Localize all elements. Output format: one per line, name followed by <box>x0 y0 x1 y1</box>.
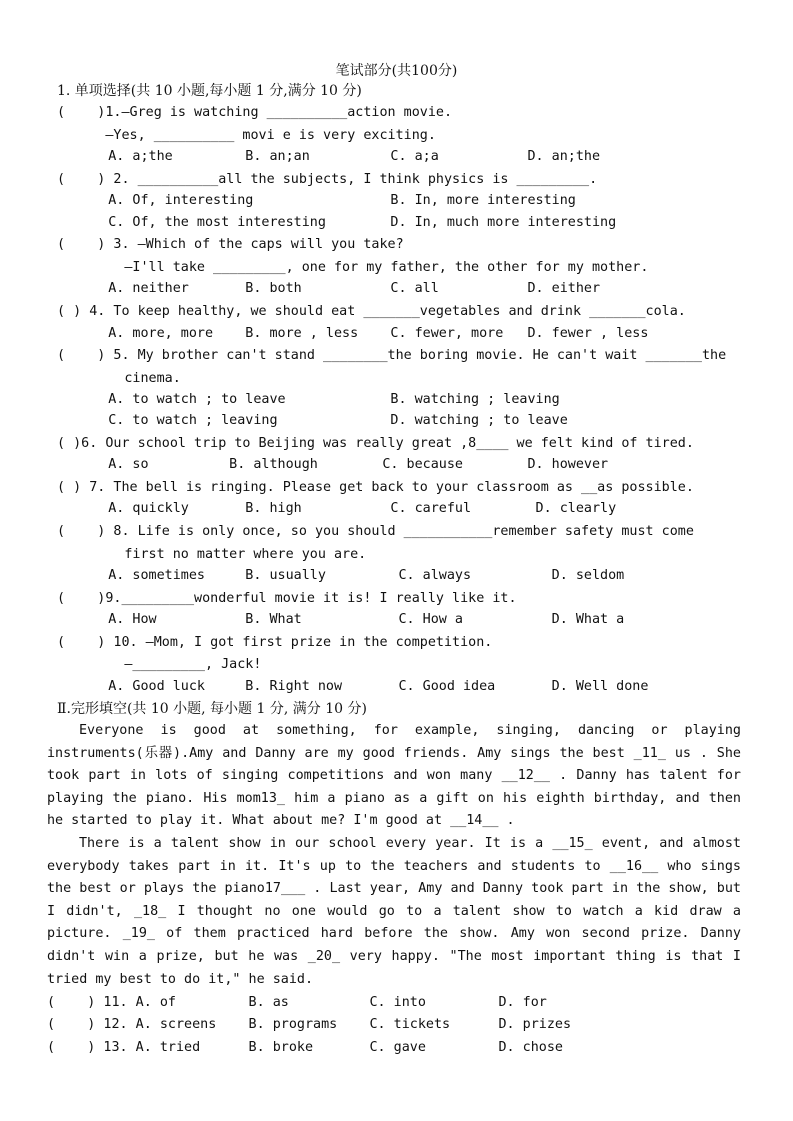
section1-heading: 1. 单项选择(共 10 小题,每小题 1 分,满分 10 分) <box>57 83 362 99</box>
passage-paragraph: Everyone is good at something, for example, singing, dancing or playing instruments(乐器).Amy and Danny are my good friends. Amy sings the best _11_ us . She took part in lots of singing competitions and won many __12__ . Danny has talent for playing the piano. His mom13_ him a piano as a gift on his eighth birthday, and then he started to play it. What about me? I'm good at __14__ . <box>47 723 741 829</box>
options-line: A. to watch ; to leave B. watching ; leaving <box>76 392 560 407</box>
question-line: ( )9._________wonderful movie it is! I really like it. <box>57 591 517 606</box>
section2-heading: Ⅱ.完形填空(共 10 小题, 每小题 1 分, 满分 10 分) <box>57 701 367 717</box>
options-line: A. How B. What C. How a D. What a <box>76 612 625 627</box>
options-line: A. Good luck B. Right now C. Good idea D. Well done <box>76 679 649 694</box>
cloze-options-line: ( ) 13. A. tried B. broke C. gave D. chose <box>47 1040 563 1055</box>
options-line: A. Of, interesting B. In, more interesting <box>76 193 576 208</box>
passage-paragraph: There is a talent show in our school every year. It is a __15_ event, and almost everybody takes part in it. It's up to the teachers and students to __16__ who sings the best or plays the piano17___ . Last year, Amy and Danny took part in the show, but I didn't, _18_ I thought no one would go to a talent show to watch a kid draw a picture. _19_ of them practiced hard before the show. Amy won second prize. Danny didn't win a prize, but he was _20_ very happy. "The most important thing is that I tried my best to do it," he said. <box>47 835 741 987</box>
question-line: first no matter where you are. <box>76 547 367 562</box>
options-line: C. Of, the most interesting D. In, much more interesting <box>76 215 617 230</box>
options-line: A. quickly B. high C. careful D. clearly <box>76 501 617 516</box>
question-line: ( ) 4. To keep healthy, we should eat _______vegetables and drink _______cola. <box>57 304 686 319</box>
cloze-options-line: ( ) 11. A. of B. as C. into D. for <box>47 995 547 1010</box>
question-line: —Yes, __________ movi e is very exciting. <box>57 128 436 143</box>
question-line: ( ) 10. —Mom, I got first prize in the competition. <box>57 635 493 650</box>
options-line: A. a;the B. an;an C. a;a D. an;the <box>76 149 601 164</box>
question-line: ( )1.—Greg is watching __________action movie. <box>57 105 453 120</box>
question-line: —_________, Jack! <box>76 657 262 672</box>
question-line: ( )6. Our school trip to Beijing was really great ,8____ we felt kind of tired. <box>57 436 694 451</box>
question-line: —I'll take _________, one for my father, the other for my mother. <box>76 260 649 275</box>
options-line: C. to watch ; leaving D. watching ; to leave <box>76 413 568 428</box>
options-line: A. so B. although C. because D. however <box>76 457 609 472</box>
cloze-options-line: ( ) 12. A. screens B. programs C. tickets D. prizes <box>47 1017 572 1032</box>
question-line: cinema. <box>76 371 181 386</box>
question-line: ( ) 7. The bell is ringing. Please get back to your classroom as __as possible. <box>57 480 694 495</box>
page-title: 笔试部分(共100分) <box>335 63 458 79</box>
options-line: A. sometimes B. usually C. always D. seldom <box>76 568 625 583</box>
question-line: ( ) 2. __________all the subjects, I think physics is _________. <box>57 172 598 187</box>
question-line: ( ) 8. Life is only once, so you should ___________remember safety must come <box>57 524 694 539</box>
cloze-passage <box>47 720 741 991</box>
question-line: ( ) 5. My brother can't stand ________the boring movie. He can't wait _______the <box>57 348 727 363</box>
options-line: A. neither B. both C. all D. either <box>76 281 601 296</box>
options-line: A. more, more B. more , less C. fewer, more D. fewer , less <box>76 326 649 341</box>
question-line: ( ) 3. —Which of the caps will you take? <box>57 237 404 252</box>
